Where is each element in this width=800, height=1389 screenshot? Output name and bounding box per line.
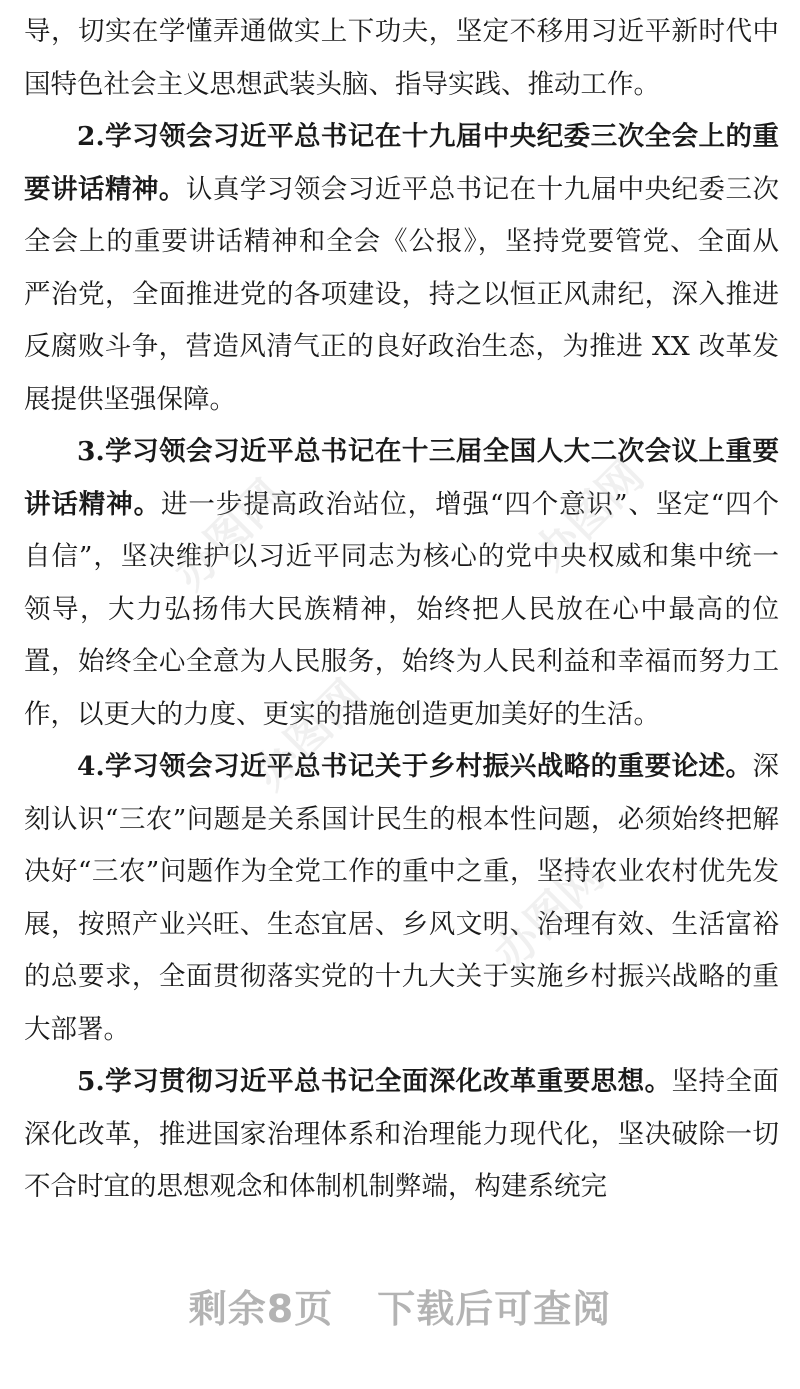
section-paragraph-3	[24, 426, 779, 741]
section-body-3: 进一步提高政治站位，增强“四个意识”、坚定“四个自信”，坚决维护以习近平同志为核心的党中央权威和集中统一领导，大力弘扬伟大民族精神，始终把人民放在心中最高的位置，始终全心全意为人民服务，始终为人民利益和幸福而努力工作，以更大的力度、更实的措施创造更加美好的生活。	[24, 488, 779, 730]
section-paragraph-2	[24, 111, 779, 426]
document-body	[24, 6, 779, 1214]
watermark: 办图网	[524, 450, 654, 580]
intro-paragraph	[24, 6, 779, 111]
watermark: 办图网	[244, 670, 374, 800]
section-heading-5: 5.学习贯彻习近平总书记全面深化改革重要思想。	[77, 1066, 672, 1097]
remaining-pages-label: 剩余8页	[188, 1287, 334, 1331]
section-body-5: 坚持全面深化改革，推进国家治理体系和治理能力现代化，坚决破除一切不合时宜的思想观念和体制机制弊端，构建系统完	[24, 1066, 779, 1202]
download-prompt[interactable]	[0, 1278, 800, 1333]
section-body-2: 认真学习领会习近平总书记在十九届中央纪委三次全会上的重要讲话精神和全会《公报》，坚持党要管党、全面从严治党，全面推进党的各项建设，持之以恒正风肃纪，深入推进反腐败斗争，营造风清气正的良好政治生态，为推进 XX 改革发展提供坚强保障。	[24, 173, 780, 415]
watermark: 办图网	[164, 470, 294, 600]
section-heading-2: 2.学习领会习近平总书记在十九届中央纪委三次全会上的重要讲话精神。	[24, 121, 779, 205]
section-paragraph-4	[24, 741, 779, 1056]
intro-text: 导，切实在学懂弄通做实上下功夫，坚定不移用习近平新时代中国特色社会主义思想武装头脑、指导实践、推动工作。	[24, 16, 779, 100]
section-heading-4: 4.学习领会习近平总书记关于乡村振兴战略的重要论述。	[77, 751, 753, 782]
section-paragraph-5	[24, 1056, 779, 1214]
download-hint-label: 下载后可查阅	[377, 1287, 612, 1331]
watermark: 办图网	[484, 850, 614, 980]
section-body-4: 深刻认识“三农”问题是关系国计民生的根本性问题，必须始终把解决好“三农”问题作为全党工作的重中之重，坚持农业农村优先发展，按照产业兴旺、生态宜居、乡风文明、治理有效、生活富裕的总要求，全面贯彻落实党的十九大关于实施乡村振兴战略的重大部署。	[24, 751, 779, 1045]
section-heading-3: 3.学习领会习近平总书记在十三届全国人大二次会议上重要讲话精神。	[24, 436, 779, 520]
